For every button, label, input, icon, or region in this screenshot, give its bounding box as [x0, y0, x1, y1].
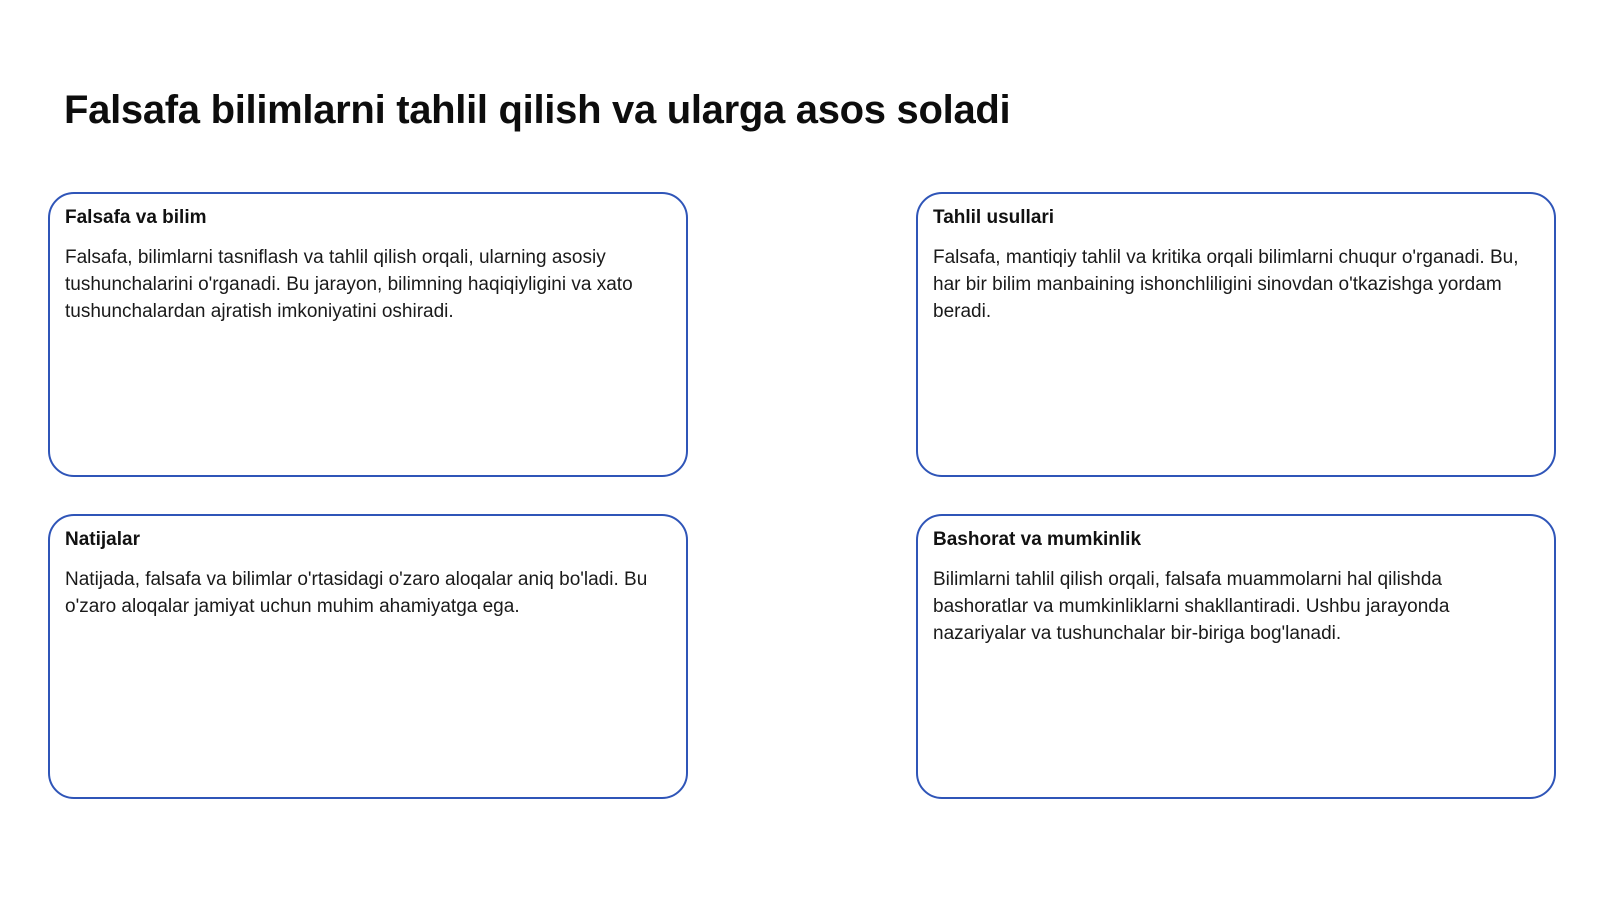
card-heading: Bashorat va mumkinlik [933, 529, 1142, 550]
card-heading: Falsafa va bilim [65, 207, 207, 228]
card-heading: Natijalar [65, 529, 140, 550]
card-body: Bilimlarni tahlil qilish orqali, falsafa muammolarni hal qilishda bashoratlar va mumkinliklarni shakllantiradi. Ushbu jarayonda nazariyalar va tushunchalar bir-biriga bog'lanadi. [933, 569, 1450, 644]
card-body: Falsafa, bilimlarni tasniflash va tahlil qilish orqali, ularning asosiy tushunchalarini o'rganadi. Bu jarayon, bilimning haqiqiyligini va xato tushunchalardan ajratish imkoniyatini oshiradi. [65, 247, 633, 322]
card-tahlil-usullari [916, 192, 1556, 477]
page-title: Falsafa bilimlarni tahlil qilish va ularga asos soladi [64, 88, 1011, 132]
card-natijalar [48, 514, 688, 799]
card-body: Falsafa, mantiqiy tahlil va kritika orqali bilimlarni chuqur o'rganadi. Bu, har bir bilim manbaining ishonchliligini sinovdan o'tkazishga yordam beradi. [933, 247, 1519, 322]
card-bashorat-va-mumkinlik [916, 514, 1556, 799]
card-body: Natijada, falsafa va bilimlar o'rtasidagi o'zaro aloqalar aniq bo'ladi. Bu o'zaro aloqalar jamiyat uchun muhim ahamiyatga ega. [65, 569, 648, 617]
card-heading: Tahlil usullari [933, 207, 1055, 228]
card-falsafa-va-bilim [48, 192, 688, 477]
